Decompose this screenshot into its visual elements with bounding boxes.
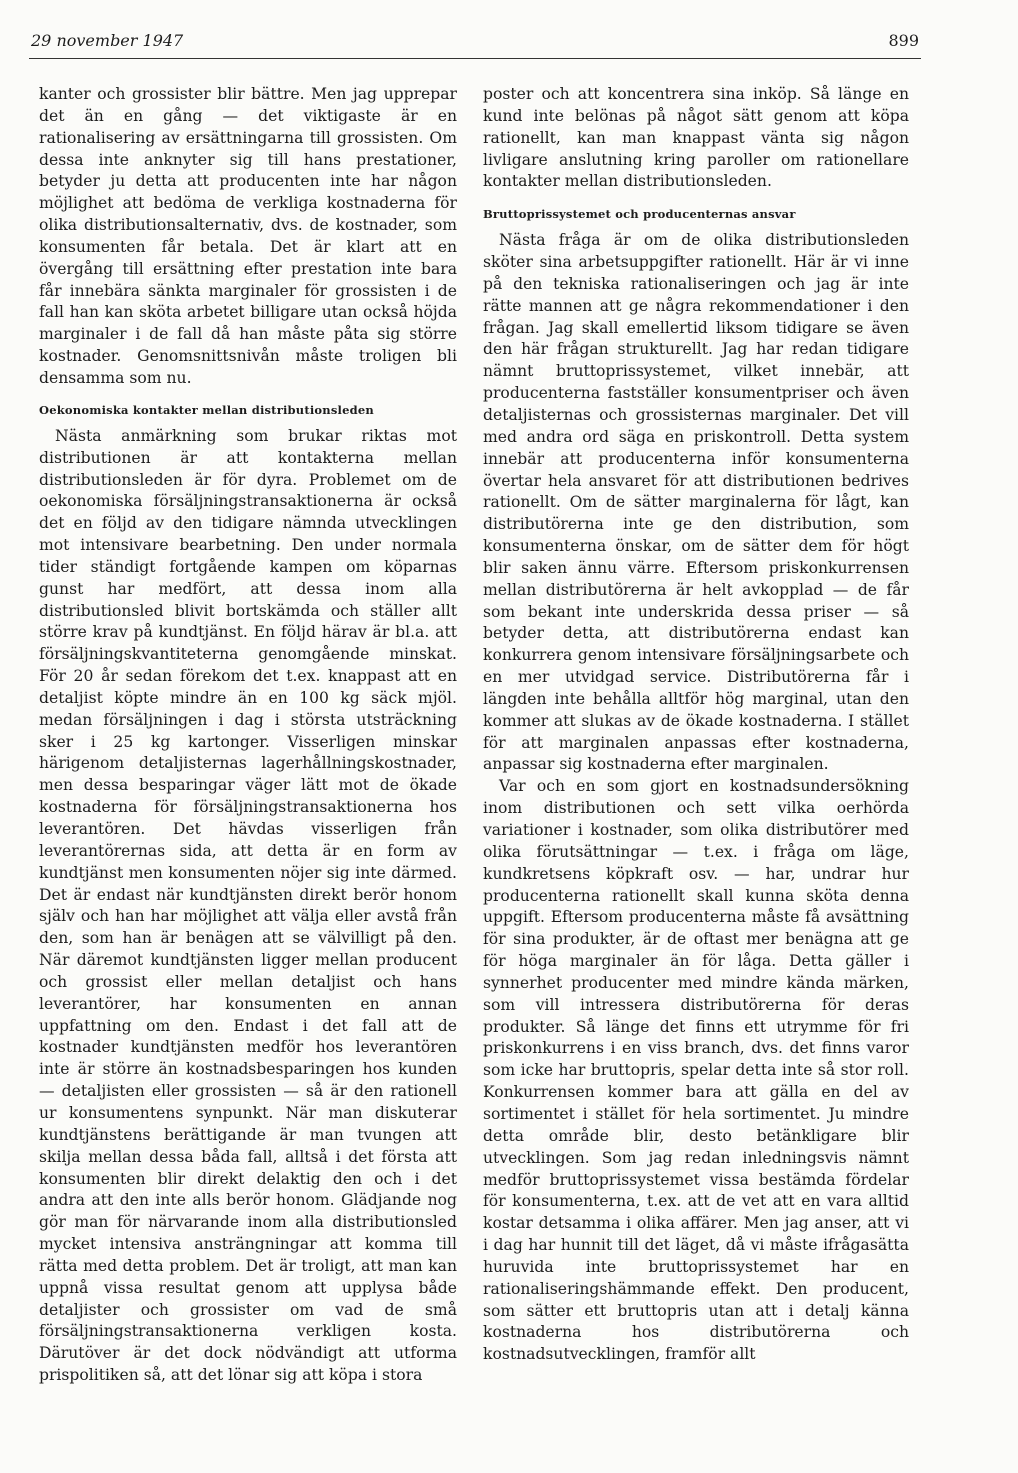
- running-header: [29, 30, 921, 59]
- page-number: 899: [888, 31, 919, 50]
- paragraph: kanter och grossister blir bättre. Men jag upprepar det än en gång — det viktigaste är en rationalisering av ersättningarna till grossisten. Om dessa inte anknyter sig till hans prestationer, betyder ju detta att producenten inte har någon möjlighet att bedöma de verkliga kostnaderna för olika distributionsalternativ, dvs. de kostnader, som konsumenten får betala. Det är klart att en övergång till ersättning efter prestation inte bara får innebära sänkta marginaler för grossisten i de fall han kan sköta arbetet billigare utan också höjda marginaler i de fall då han måste påta sig större kostnader. Genomsnittsnivån måste troligen bli densamma som nu.: [39, 85, 457, 387]
- paragraph: Nästa anmärkning som brukar riktas mot distributionen är att kontakterna mellan distributionsleden är för dyra. Problemet om de oekonomiska försäljningstransaktionerna är också det en följd av den tidigare nämnda utvecklingen mot intensivare bearbetning. Den under normala tider ständigt fortgående kampen om köparnas gunst har medfört, att dessa inom alla distributionsled blivit bortskämda och ställer allt större krav på kundtjänst. En följd härav är bl.a. att försäljningskvantiteterna genomgående minskat. För 20 år sedan förekom det t.ex. knappast att en detaljist köpte mindre än en 100 kg säck mjöl. medan försäljningen i dag i största utsträckning sker i 25 kg kartonger. Visserligen minskar härigenom detaljisternas lagerhållningskostnader, men dessa besparingar väger lätt mot de ökade kostnaderna för försäljningstransaktionerna hos leverantören. Det hävdas visserligen från leverantörernas sida, att detta är en form av kundtjänst men konsumenten nöjer sig inte därmed. Det är endast när kundtjänsten direkt berör honom själv och han har möjlighet att välja eller avstå från den, som han är benägen att se välvilligt på den. När däremot kundtjänsten ligger mellan producent och grossist eller mellan detaljist och hans leverantörer, har konsumenten en annan uppfattning om den. Endast i det fall att de kostnader kundtjänsten medför hos leverantören inte är större än kostnadsbesparingen hos kunden — detaljisten eller grossisten — så är den rationell ur konsumentens synpunkt. När man diskuterar kundtjänstens berättigande är man tvungen att skilja mellan dessa båda fall, alltså i det första att konsumenten blir direkt delaktig den och i det andra att den inte alls berör honom. Glädjande nog gör man för närvarande inom alla distributionsled mycket intensiva ansträngningar att komma till rätta med detta problem. Det är troligt, att man kan uppnå vissa resultat genom att upplysa både detaljister och grossister om vad de små försäljningstransaktionerna verkligen kosta. Därutöver är det dock nödvändigt att utforma prispolitiken så, att det lönar sig att köpa i stora: [39, 426, 457, 1385]
- paragraph: Var och en som gjort en kostnadsundersökning inom distributionen och sett vilka oerhörda variationer i kostnader, som olika distributörer med olika förutsättningar — t.ex. i fråga om läge, kundkretsens köpkraft osv. — har, undrar hur producenterna rationellt skall kunna sköta denna uppgift. Eftersom producenterna måste få avsättning för sina produkter, är de oftast mer benägna att ge för höga marginaler än för låga. Detta gäller i synnerhet producenter med mindre kända märken, som vill intressera distributörerna för deras produkter. Så länge det finns ett utrymme för fri priskonkurrens i en viss branch, dvs. det finns varor som icke har bruttopris, spelar detta inte så stor roll. Konkurrensen kommer bara att gälla en del av sortimentet i stället för hela sortimentet. Ju mindre detta område blir, desto betänkligare blir utvecklingen. Som jag redan inledningsvis nämnt medför bruttoprissystemet vissa bestämda fördelar för konsumenterna, t.ex. att de vet att en vara alltid kostar detsamma i olika affärer. Men jag anser, att vi i dag har hunnit till det läget, då vi måste ifrågasätta huruvida inte bruttoprissystemet har en rationaliseringshämmande effekt. Den producent, som sätter ett bruttopris utan att i detalj känna kostnaderna hos distributörerna och kostnadsutvecklingen, framför allt: [483, 777, 909, 1364]
- left-column: [39, 84, 457, 1387]
- section-heading: Oekonomiska kontakter mellan distributionsleden: [39, 402, 374, 417]
- right-column: [483, 84, 909, 1366]
- paragraph: Nästa fråga är om de olika distributionsleden sköter sina arbetsuppgifter rationellt. Här är vi inne på den tekniska rationaliseringen och jag är inte rätte mannen att ge några rekommendationer i den frågan. Jag skall emellertid liksom tidigare se även den här frågan strukturellt. Jag har redan tidigare nämnt bruttoprissystemet, vilket innebär, att producenterna fastställer konsumentpriser och även detaljisternas och grossisternas marginaler. Det vill med andra ord säga en priskontroll. Detta system innebär att producenterna inför konsumenterna övertar hela ansvaret för att distributionen bedrives rationellt. Om de sätter marginalerna för lågt, kan distributörerna inte ge den distribution, som konsumenterna önskar, om de sätter dem för högt blir saken ännu värre. Eftersom priskonkurrensen mellan distributörerna är helt avkopplad — de får som bekant inte underskrida dessa priser — så betyder detta, att distributörerna endast kan konkurrera genom intensivare försäljningsarbete och en mer utvidgad service. Distributörerna får i längden inte behålla alltför hög marginal, utan den kommer att slukas av de ökade kostnaderna. I stället för att marginalen anpassas efter kostnaderna, anpassar sig kostnaderna efter marginalen.: [483, 231, 909, 774]
- issue-date: 29 november 1947: [31, 31, 184, 50]
- section-heading: Bruttoprissystemet och producenternas ansvar: [483, 207, 796, 222]
- paragraph: poster och att koncentrera sina inköp. Så länge en kund inte belönas på något sätt genom att köpa rationellt, kan man knappast vänta sig någon livligare anslutning kring paroller om rationellare kontakter mellan distributionsleden.: [483, 85, 909, 191]
